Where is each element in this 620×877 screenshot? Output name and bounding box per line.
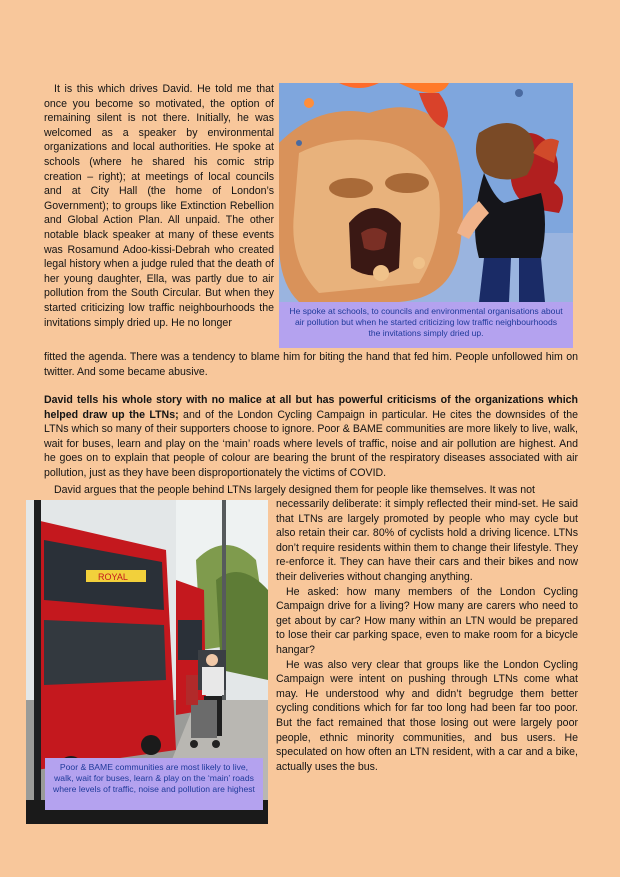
paragraph-4-questions: He asked: how many members of the London Cycling Campaign drive for a living? How many are carers who need to get about by car? How many within an LTN would be prepared to lose their car parking space, even to make room for a bicycle hangar? [276, 585, 578, 656]
right-column-text [276, 497, 578, 774]
comic-monster-art [279, 83, 573, 302]
paragraph-designers-intro [44, 483, 578, 498]
paragraph-criticisms [44, 393, 578, 481]
paragraph-3-start-text: David argues that the people behind LTNs largely designed them for people like themselves. It was not [54, 484, 535, 496]
paragraph-2-bold-lead: David tells his whole story with no malice at all but has powerful criticisms of the organizations which helped draw up the LTNs; [44, 394, 578, 421]
paragraph-5-campaign: He was also very clear that groups like the London Cycling Campaign were intent on pushing through LTNs come what may. He understood why and didn’t begrudge them better cycling conditions which for far too long had been far too poor. But the fact remained that those losing out were largely poor people, ethnic minority communities, and bus users. He speculated on how often an LTN resident, with a car and a bike, actually uses the bus. [276, 658, 578, 773]
figure-caption-comic [279, 302, 573, 348]
caption-1-text: He spoke at schools, to councils and environmental organisations about air pollution but when he started criticizing low traffic neighbourhoods the invitations simply dried up. [289, 306, 563, 338]
paragraph-speaker-history [44, 82, 274, 330]
figure-caption-street [45, 758, 263, 810]
paragraph-2-rest: and of the London Cycling Campaign in particular. He cites the downsides of the LTNs which so many of their supporters choose to ignore. Poor & BAME communities are more likely to live, walk, wait for buses, learn and play on the ‘main’ roads where levels of traffic, noise and air pollution are highest. And he goes on to explain that people of colour are bearing the brunt of the respiratory diseases associated with air pollution, just as they have been disproportionately the victims of COVID. [44, 408, 578, 479]
comic-strip-illustration [279, 83, 573, 302]
caption-2-text: Poor & BAME communities are most likely to live, walk, wait for buses, learn & play on the ‘main’ roads where levels of traffic, noise and pollution are highest [53, 762, 255, 794]
paragraph-3-continued: necessarily deliberate: it simply reflected their mind-set. He said that LTNs are largely promoted by people who may cycle but also retain their car. 80% of cyclists hold a driving licence. LTNs don’t require residents within them to change their lifestyle. They re-enforce it. They can have their cars and their bikes and now their deliveries without changing anything. [276, 498, 578, 583]
bus-advert-text: ROYAL [98, 572, 128, 582]
paragraph-speaker-history-continued [44, 350, 578, 379]
paragraph-1-text: It is this which drives David. He told me that once you become so motivated, the option of remaining silent is not there. Initially, he was welcomed as a speaker by environmental organizations and local authorities. He spoke at schools (where he shared his comic strip creation – right); at meetings of local councils and at City Hall (the home of London’s Government); to groups like Extinction Rebellion and Global Action Plan. All unpaid. The other notable black speaker at many of these events was Rosamund Adoo-kissi-Debrah who created legal history when a judge ruled that the death of her young daughter, Ella, was partly due to air pollution from the South Circular. But when they started criticizing low traffic neighbourhoods the invitations simply dried up. He no longer [44, 83, 274, 329]
paragraph-1-tail-text: fitted the agenda. There was a tendency to blame him for biting the hand that fed him. People unfollowed him on twitter. And some became abusive. [44, 351, 578, 378]
